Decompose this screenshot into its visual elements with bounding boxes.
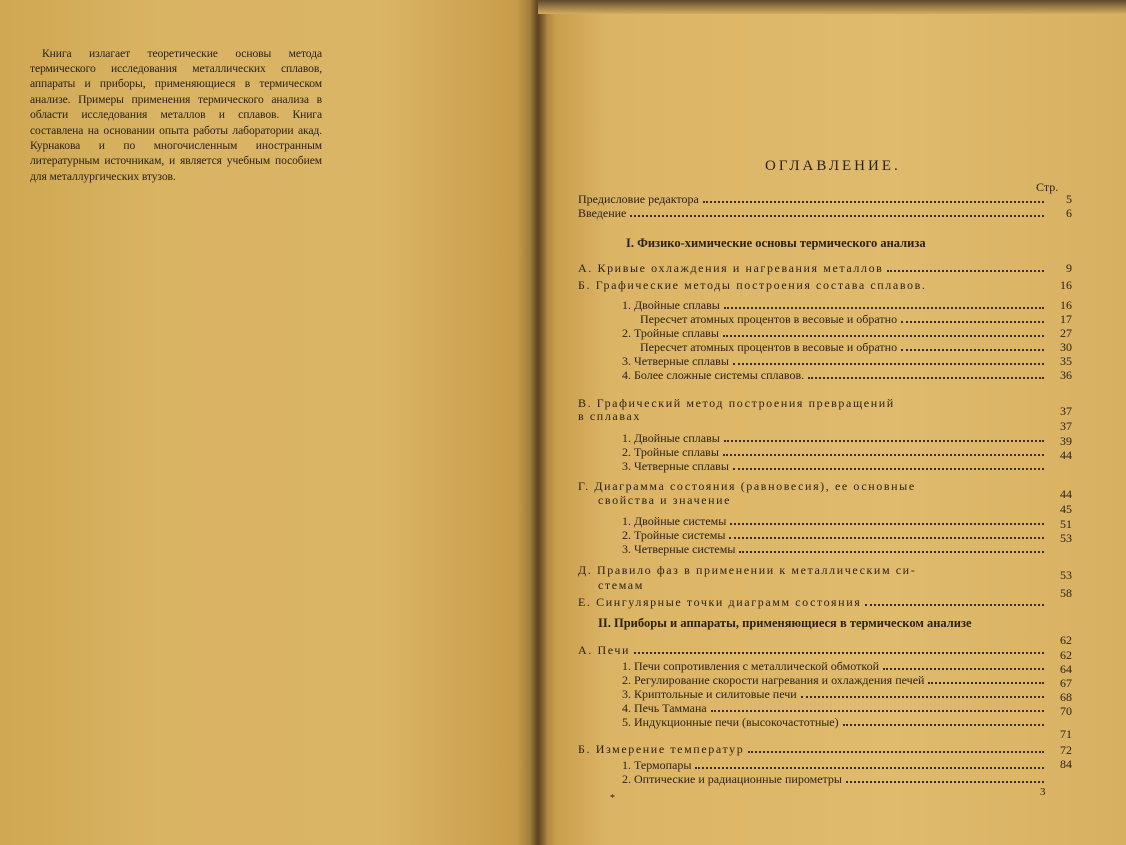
toc-subentry: 2. Оптические и радиационные пирометры <box>622 772 1046 786</box>
toc-page: 70 <box>1060 704 1072 718</box>
toc-subentry: 5. Индукционные печи (высокочастотные) <box>622 715 1046 729</box>
toc-title: ОГЛАВЛЕНИЕ. <box>765 158 901 174</box>
toc-entry: Предисловие редактора <box>578 192 1046 206</box>
toc-entry: Е. Сингулярные точки диаграмм состояния <box>578 595 1046 609</box>
toc-entry-cont: свойства и значение <box>598 493 732 507</box>
toc-page: 45 <box>1060 502 1072 516</box>
toc-page: 27 <box>1060 326 1072 340</box>
toc-page: 62 <box>1060 648 1072 662</box>
toc-subentry: Пересчет атомных процентов в весовые и обратно <box>640 312 1046 326</box>
toc-entry: Г. Диаграмма состояния (равновесия), ее основные <box>578 479 916 493</box>
toc-entry: Введение <box>578 206 1046 220</box>
toc-page: 51 <box>1060 517 1072 531</box>
toc-page: 9 <box>1066 261 1072 275</box>
toc-subentry: 1. Двойные системы <box>622 514 1046 528</box>
toc-entry: А. Кривые охлаждения и нагревания металлов <box>578 261 1046 275</box>
toc-page: 35 <box>1060 354 1072 368</box>
toc-subentry: 1. Термопары <box>622 758 1046 772</box>
toc-entry: А. Печи <box>578 643 1046 657</box>
toc-page: 5 <box>1066 192 1072 206</box>
page-column-header: Стр. <box>1036 180 1059 194</box>
toc-subentry: 4. Печь Таммана <box>622 701 1046 715</box>
page-number: 3 <box>1040 786 1046 798</box>
toc-subentry: 2. Регулирование скорости нагревания и охлаждения печей <box>622 673 1046 687</box>
toc-subentry: 3. Четверные системы <box>622 542 1046 556</box>
toc-page: 6 <box>1066 206 1072 220</box>
toc-page: 64 <box>1060 662 1072 676</box>
page-top-shadow <box>538 0 1126 14</box>
book-gutter <box>530 0 546 845</box>
toc-page: 62 <box>1060 633 1072 647</box>
book-annotation: Книга излагает теоретические основы метода термического исследования металлических сплавов, аппараты и приборы, применяющиеся в термическом анализе. Примеры применения термического анализа в области исследования металлов и сплавов. Книга составлена на основании опыта работы лаборатории акад. Курнакова и по многочисленным иностранным литературным источникам, и является учебным пособием для металлургических втузов. <box>30 46 322 183</box>
toc-page: 58 <box>1060 586 1072 600</box>
toc-page: 17 <box>1060 312 1072 326</box>
toc-subentry: 2. Тройные сплавы <box>622 326 1046 340</box>
toc-page: 53 <box>1060 568 1072 582</box>
toc-page: 67 <box>1060 676 1072 690</box>
toc-page: 53 <box>1060 531 1072 545</box>
toc-entry-cont: стемам <box>598 578 644 592</box>
toc-page: 37 <box>1060 419 1072 433</box>
toc-subentry: Пересчет атомных процентов в весовые и обратно <box>640 340 1046 354</box>
toc-page: 44 <box>1060 448 1072 462</box>
toc-page: 16 <box>1060 298 1072 312</box>
part1-title: I. Физико-химические основы термического анализа <box>626 236 926 250</box>
toc-entry: Б. Измерение температур <box>578 742 1046 756</box>
toc-subentry: 1. Печи сопротивления с металлической обмоткой <box>622 659 1046 673</box>
toc-subentry: 4. Более сложные системы сплавов. <box>622 368 1046 382</box>
toc-entry-cont: в сплавах <box>578 409 641 423</box>
toc-subentry: 3. Четверные сплавы <box>622 459 1046 473</box>
toc-subentry: 3. Криптольные и силитовые печи <box>622 687 1046 701</box>
toc-entry: Д. Правило фаз в применении к металлическим си- <box>578 563 917 577</box>
toc-page: 36 <box>1060 368 1072 382</box>
toc-subentry: 1. Двойные сплавы <box>622 431 1046 445</box>
toc-page: 44 <box>1060 487 1072 501</box>
toc-page: 68 <box>1060 690 1072 704</box>
toc-entry: В. Графический метод построения превращений <box>578 396 895 410</box>
part2-title: II. Приборы и аппараты, применяющиеся в термическом анализе <box>598 616 972 630</box>
printer-mark: * <box>610 793 615 804</box>
toc-page: 71 <box>1060 727 1072 741</box>
toc-subentry: 2. Тройные сплавы <box>622 445 1046 459</box>
toc-subentry: 2. Тройные системы <box>622 528 1046 542</box>
toc-subentry: 1. Двойные сплавы <box>622 298 1046 312</box>
toc-page: 16 <box>1060 278 1072 292</box>
toc-page: 30 <box>1060 340 1072 354</box>
toc-page: 39 <box>1060 434 1072 448</box>
toc-page: 84 <box>1060 757 1072 771</box>
toc-page: 37 <box>1060 404 1072 418</box>
toc-subentry: 3. Четверные сплавы <box>622 354 1046 368</box>
toc-entry: Б. Графические методы построения состава сплавов. <box>578 278 927 292</box>
toc-page: 72 <box>1060 743 1072 757</box>
